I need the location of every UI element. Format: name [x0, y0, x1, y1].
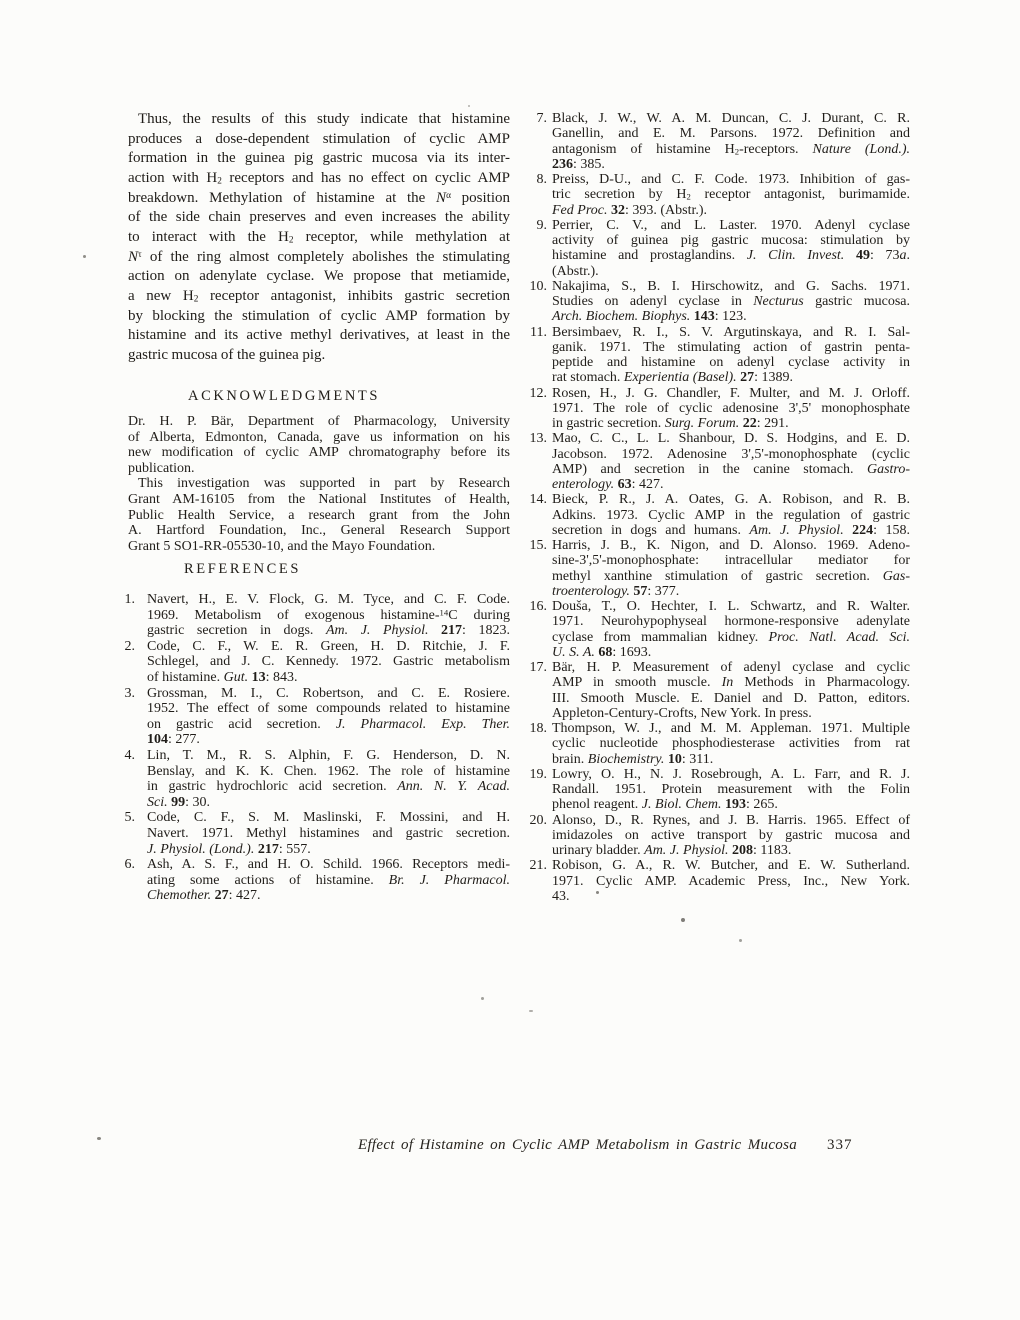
text-line: Studies on adenyl cyclase in Necturus gastric mucosa.	[552, 294, 910, 309]
reference-item	[527, 721, 910, 767]
reference-number: 20.	[529, 812, 547, 828]
acknowledgments-section	[128, 414, 510, 554]
text-line: Bär, H. P. Measurement of adenyl cyclase and cyclic	[552, 660, 910, 675]
page-footer	[358, 1137, 853, 1154]
reference-number: 16.	[529, 599, 547, 614]
references-list-right	[527, 111, 910, 904]
scan-speck	[739, 939, 742, 942]
text-line: of histamine. Gut. 13: 843.	[147, 669, 298, 685]
text-line: Public Health Service, a research grant from the John	[128, 507, 510, 523]
text-line: 104: 277.	[147, 732, 200, 748]
reference-item	[527, 538, 910, 599]
text-line: ating some actions of histamine. Br. J. Pharmacol.	[147, 872, 510, 888]
text-line: secretion in dogs and humans. Am. J. Physiol. 224: 158.	[552, 522, 911, 538]
reference-number: 4.	[124, 747, 135, 763]
text-line: Mao, C. C., L. L. Shanbour, D. S. Hodgins, and E. D.	[552, 431, 910, 447]
reference-item	[527, 386, 910, 432]
reference-item	[527, 279, 910, 325]
text-line: action on adenylate cyclase. We propose that metiamide,	[128, 268, 510, 285]
reference-item	[527, 767, 910, 813]
reference-number: 9.	[536, 217, 547, 233]
reference-number: 11.	[530, 324, 547, 340]
text-line: Black, J. W., W. A. M. Duncan, C. J. Durant, C. R.	[552, 111, 910, 126]
text-line: 236: 385.	[552, 156, 605, 172]
text-line: histamine and prostaglandins. J. Clin. Invest. 49: 73a.	[552, 248, 910, 264]
text-line: methyl xanthine stimulation of gastric secretion. Gas-	[552, 568, 910, 584]
text-line: Robison, G. A., R. W. Butcher, and E. W. Sutherland.	[552, 858, 910, 874]
reference-item	[114, 639, 510, 686]
text-line: of Alberta, Edmonton, Canada, gave us information on his	[128, 429, 510, 445]
text-line: 43.	[552, 888, 570, 904]
text-line: in gastric hydrochloric acid secretion. Ann. N. Y. Acad.	[147, 779, 510, 795]
reference-item	[114, 592, 510, 639]
text-line: tric secretion by $H_2$ receptor antagonist, burimamide.	[552, 187, 910, 203]
text-line: Perrier, C. V., and L. Laster. 1970. Adenyl cyclase	[552, 217, 910, 233]
reference-item	[527, 111, 910, 172]
closing-discussion-paragraph	[128, 110, 510, 366]
text-line: new modification of cyclic AMP chromatography before its	[128, 445, 510, 461]
running-title: Effect of Histamine on Cyclic AMP Metabolism in Gastric Mucosa	[358, 1137, 798, 1153]
text-line: peptide and histamine on adenyl cyclase activity in	[552, 355, 910, 370]
text-line: produces a dose-dependent stimulation of cyclic AMP	[128, 130, 510, 147]
reference-item	[527, 172, 910, 218]
scan-speck	[596, 891, 599, 894]
reference-item	[527, 660, 910, 721]
text-line: Benslay, and K. K. Chen. 1962. The role of histamine	[147, 763, 510, 779]
reference-item	[527, 858, 910, 904]
reference-number: 1.	[124, 592, 135, 607]
reference-number: 21.	[529, 858, 547, 874]
reference-item	[114, 810, 510, 857]
text-line: breakdown. Methylation of histamine at the $N^\alpha$ position	[128, 189, 511, 206]
text-line: A. Hartford Foundation, Inc., General Research Support	[128, 523, 510, 539]
text-line: in gastric secretion. Surg. Forum. 22: 291.	[552, 416, 789, 431]
acknowledgments-heading: ACKNOWLEDGMENTS	[188, 388, 381, 404]
reference-item	[527, 813, 910, 859]
text-line: Thompson, W. J., and M. M. Appleman. 1971. Multiple	[552, 721, 910, 736]
text-line: Lowry, O. H., N. J. Rosebrough, A. L. Farr, and R. J.	[552, 766, 910, 782]
text-line: Alonso, D., R. Rynes, and J. B. Harris. 1965. Effect of	[552, 812, 910, 828]
text-line: Douša, T., O. Hechter, I. L. Schwartz, and R. Walter.	[552, 599, 910, 614]
reference-number: 13.	[529, 431, 547, 447]
text-line: gastric mucosa of the guinea pig.	[128, 346, 326, 363]
text-line: Nakajima, S., B. I. Hirschowitz, and G. Sachs. 1971.	[552, 278, 910, 294]
text-line: Chemother. 27: 427.	[147, 888, 261, 904]
acknowledgments-paragraph	[128, 414, 510, 476]
text-line: Thus, the results of this study indicate that histamine	[138, 111, 510, 127]
text-line: Arch. Biochem. Biophys. 143: 123.	[552, 309, 747, 325]
text-line: AMP) and secretion in the canine stomach. Gastro-	[552, 461, 910, 477]
reference-number: 19.	[529, 766, 547, 782]
text-line: 1971. Neurohypophyseal hormone-responsive adenylate	[552, 614, 910, 630]
text-line: U. S. A. 68: 1693.	[552, 644, 652, 660]
reference-number: 18.	[529, 721, 547, 736]
text-line: Harris, J. B., K. Nigon, and D. Alonso. 1969. Adeno-	[552, 538, 910, 553]
text-line: 1952. The effect of some compounds related to histamine	[147, 701, 510, 717]
text-line: histamine and its active methyl derivatives, at least in the	[128, 327, 510, 344]
text-line: Grant 5 SO1-RR-05530-10, and the Mayo Foundation.	[128, 538, 436, 554]
text-line: Jacobson. 1972. Adenosine 3',5'-monophosphate (cyclic	[552, 446, 910, 462]
text-line: urinary bladder. Am. J. Physiol. 208: 1183.	[552, 843, 792, 858]
reference-item	[114, 857, 510, 904]
reference-number: 12.	[529, 385, 547, 401]
reference-number: 17.	[529, 660, 547, 675]
text-line: action with $H_2$ receptors and has no effect on cyclic AMP	[128, 169, 510, 187]
reference-number: 15.	[529, 538, 547, 553]
scan-speck	[481, 997, 484, 1000]
reference-number: 2.	[124, 638, 135, 654]
text-line: AMP in smooth muscle. In Methods in Pharmacology.	[552, 675, 910, 691]
text-line: formation in the guinea pig gastric mucosa via its inter-	[128, 150, 510, 167]
text-line: imidazoles on active transport by gastric mucosa and	[552, 827, 910, 843]
text-line: Fed Proc. 32: 393. (Abstr.).	[552, 202, 708, 218]
scan-speck	[83, 255, 86, 258]
reference-number: 3.	[124, 685, 135, 701]
text-line: of the side chain preserves and even increases the ability	[128, 209, 510, 226]
text-line: a new $H_2$ receptor antagonist, inhibits gastric secretion	[128, 287, 510, 305]
scan-speck	[468, 105, 470, 107]
text-line: cyclase from mammalian kidney. Proc. Natl. Acad. Sci.	[552, 629, 910, 645]
page-number: 337	[827, 1137, 853, 1153]
text-line: 1969. Metabolism of exogenous histamine-$^{14}$C during	[147, 606, 510, 623]
text-line: troenterology. 57: 377.	[552, 583, 680, 599]
text-line: This investigation was supported in part by Research	[138, 476, 510, 492]
text-line: by blocking the stimulation of cyclic AMP formation by	[128, 307, 510, 324]
reference-number: 7.	[536, 111, 547, 126]
text-line: Dr. H. P. Bär, Department of Pharmacology, University	[128, 414, 510, 429]
scan-speck	[529, 1010, 533, 1012]
reference-item	[527, 599, 910, 660]
text-line: Schlegel, and J. C. Kennedy. 1972. Gastric metabolism	[147, 654, 510, 670]
reference-item	[527, 492, 910, 538]
text-line: 1971. Cyclic AMP. Academic Press, Inc., New York.	[552, 873, 910, 889]
reference-number: 6.	[124, 857, 135, 873]
reference-item	[527, 218, 910, 279]
text-line: $N^\tau$ of the ring almost completely abolishes the stimulating	[128, 248, 510, 265]
reference-number: 5.	[124, 810, 135, 826]
text-line: (Abstr.).	[552, 263, 599, 279]
reference-item	[527, 325, 910, 386]
acknowledgments-paragraph	[128, 476, 510, 554]
text-line: Bieck, P. R., J. A. Oates, G. A. Robison, and R. B.	[552, 492, 910, 508]
text-line: cyclic nucleotide phosphodiesterase activities from rat	[552, 736, 910, 752]
text-line: Code, C. F., W. E. R. Green, H. D. Ritchie, J. F.	[147, 638, 510, 654]
scan-speck	[97, 1137, 101, 1140]
text-line: 1971. The role of cyclic adenosine 3',5' monophosphate	[552, 400, 910, 416]
text-line: Navert. 1971. Methyl histamines and gastric secretion.	[147, 825, 510, 841]
text-line: Rosen, H., J. G. Chandler, F. Multer, and M. J. Orloff.	[552, 385, 910, 401]
reference-number: 10.	[529, 278, 547, 294]
text-line: phenol reagent. J. Biol. Chem. 193: 265.	[552, 797, 778, 813]
text-line: Preiss, D-U., and C. F. Code. 1973. Inhibition of gas-	[552, 172, 910, 187]
text-line: Randall. 1951. Protein measurement with the Folin	[552, 782, 910, 797]
text-line: Navert, H., E. V. Flock, G. M. Tyce, and C. F. Code.	[147, 592, 510, 607]
text-line: enterology. 63: 427.	[552, 477, 664, 492]
text-line: Ash, A. S. F., and H. O. Schild. 1966. Receptors medi-	[147, 857, 510, 873]
text-line: Bersimbaev, R. I., S. V. Argutinskaya, and R. I. Sal-	[552, 324, 910, 340]
text-line: III. Smooth Muscle. E. Daniel and D. Patton, editors.	[552, 690, 910, 706]
scan-speck	[681, 918, 685, 922]
text-line: Appleton-Century-Crofts, New York. In press.	[552, 705, 812, 721]
reference-number: 8.	[536, 172, 547, 187]
text-line: Lin, T. M., R. S. Alphin, F. G. Henderson, D. N.	[147, 747, 510, 763]
reference-item	[527, 431, 910, 492]
text-line: publication.	[128, 460, 195, 476]
reference-item	[114, 748, 510, 810]
text-line: to interact with the $H_2$ receptor, while methylation at	[128, 228, 510, 246]
text-line: rat stomach. Experientia (Basel). 27: 1389.	[552, 370, 794, 386]
text-line: Sci. 99: 30.	[147, 794, 210, 810]
text-line: antagonism of histamine $H_2$-receptors. Nature (Lond.).	[552, 141, 910, 157]
text-line: brain. Biochemistry. 10: 311.	[552, 751, 714, 767]
text-line: on gastric acid secretion. J. Pharmacol. Exp. Ther.	[147, 716, 511, 732]
reference-number: 14.	[529, 492, 547, 508]
text-line: Code, C. F., S. M. Maslinski, F. Mossini, and H.	[147, 810, 510, 826]
text-line: ganik. 1971. The stimulating action of gastrin penta-	[552, 339, 910, 355]
text-line: J. Physiol. (Lond.). 217: 557.	[147, 841, 311, 857]
reference-item	[114, 686, 510, 748]
text-line: Grant AM-16105 from the National Institutes of Health,	[128, 491, 510, 507]
text-line: sine-3',5'-monophosphate: intracellular mediator for	[552, 553, 910, 569]
text-line: Adkins. 1973. Cyclic AMP in the regulation of gastric	[552, 507, 910, 523]
text-line: Grossman, M. I., C. Robertson, and C. E. Rosiere.	[147, 685, 510, 701]
references-heading: REFERENCES	[184, 561, 302, 577]
text-line: Ganellin, and E. M. Parsons. 1972. Definition and	[552, 126, 910, 142]
text-line: activity of guinea pig gastric mucosa: stimulation by	[552, 233, 910, 248]
references-list-left	[114, 592, 510, 904]
text-line: gastric secretion in dogs. Am. J. Physiol. 217: 1823.	[147, 623, 511, 639]
